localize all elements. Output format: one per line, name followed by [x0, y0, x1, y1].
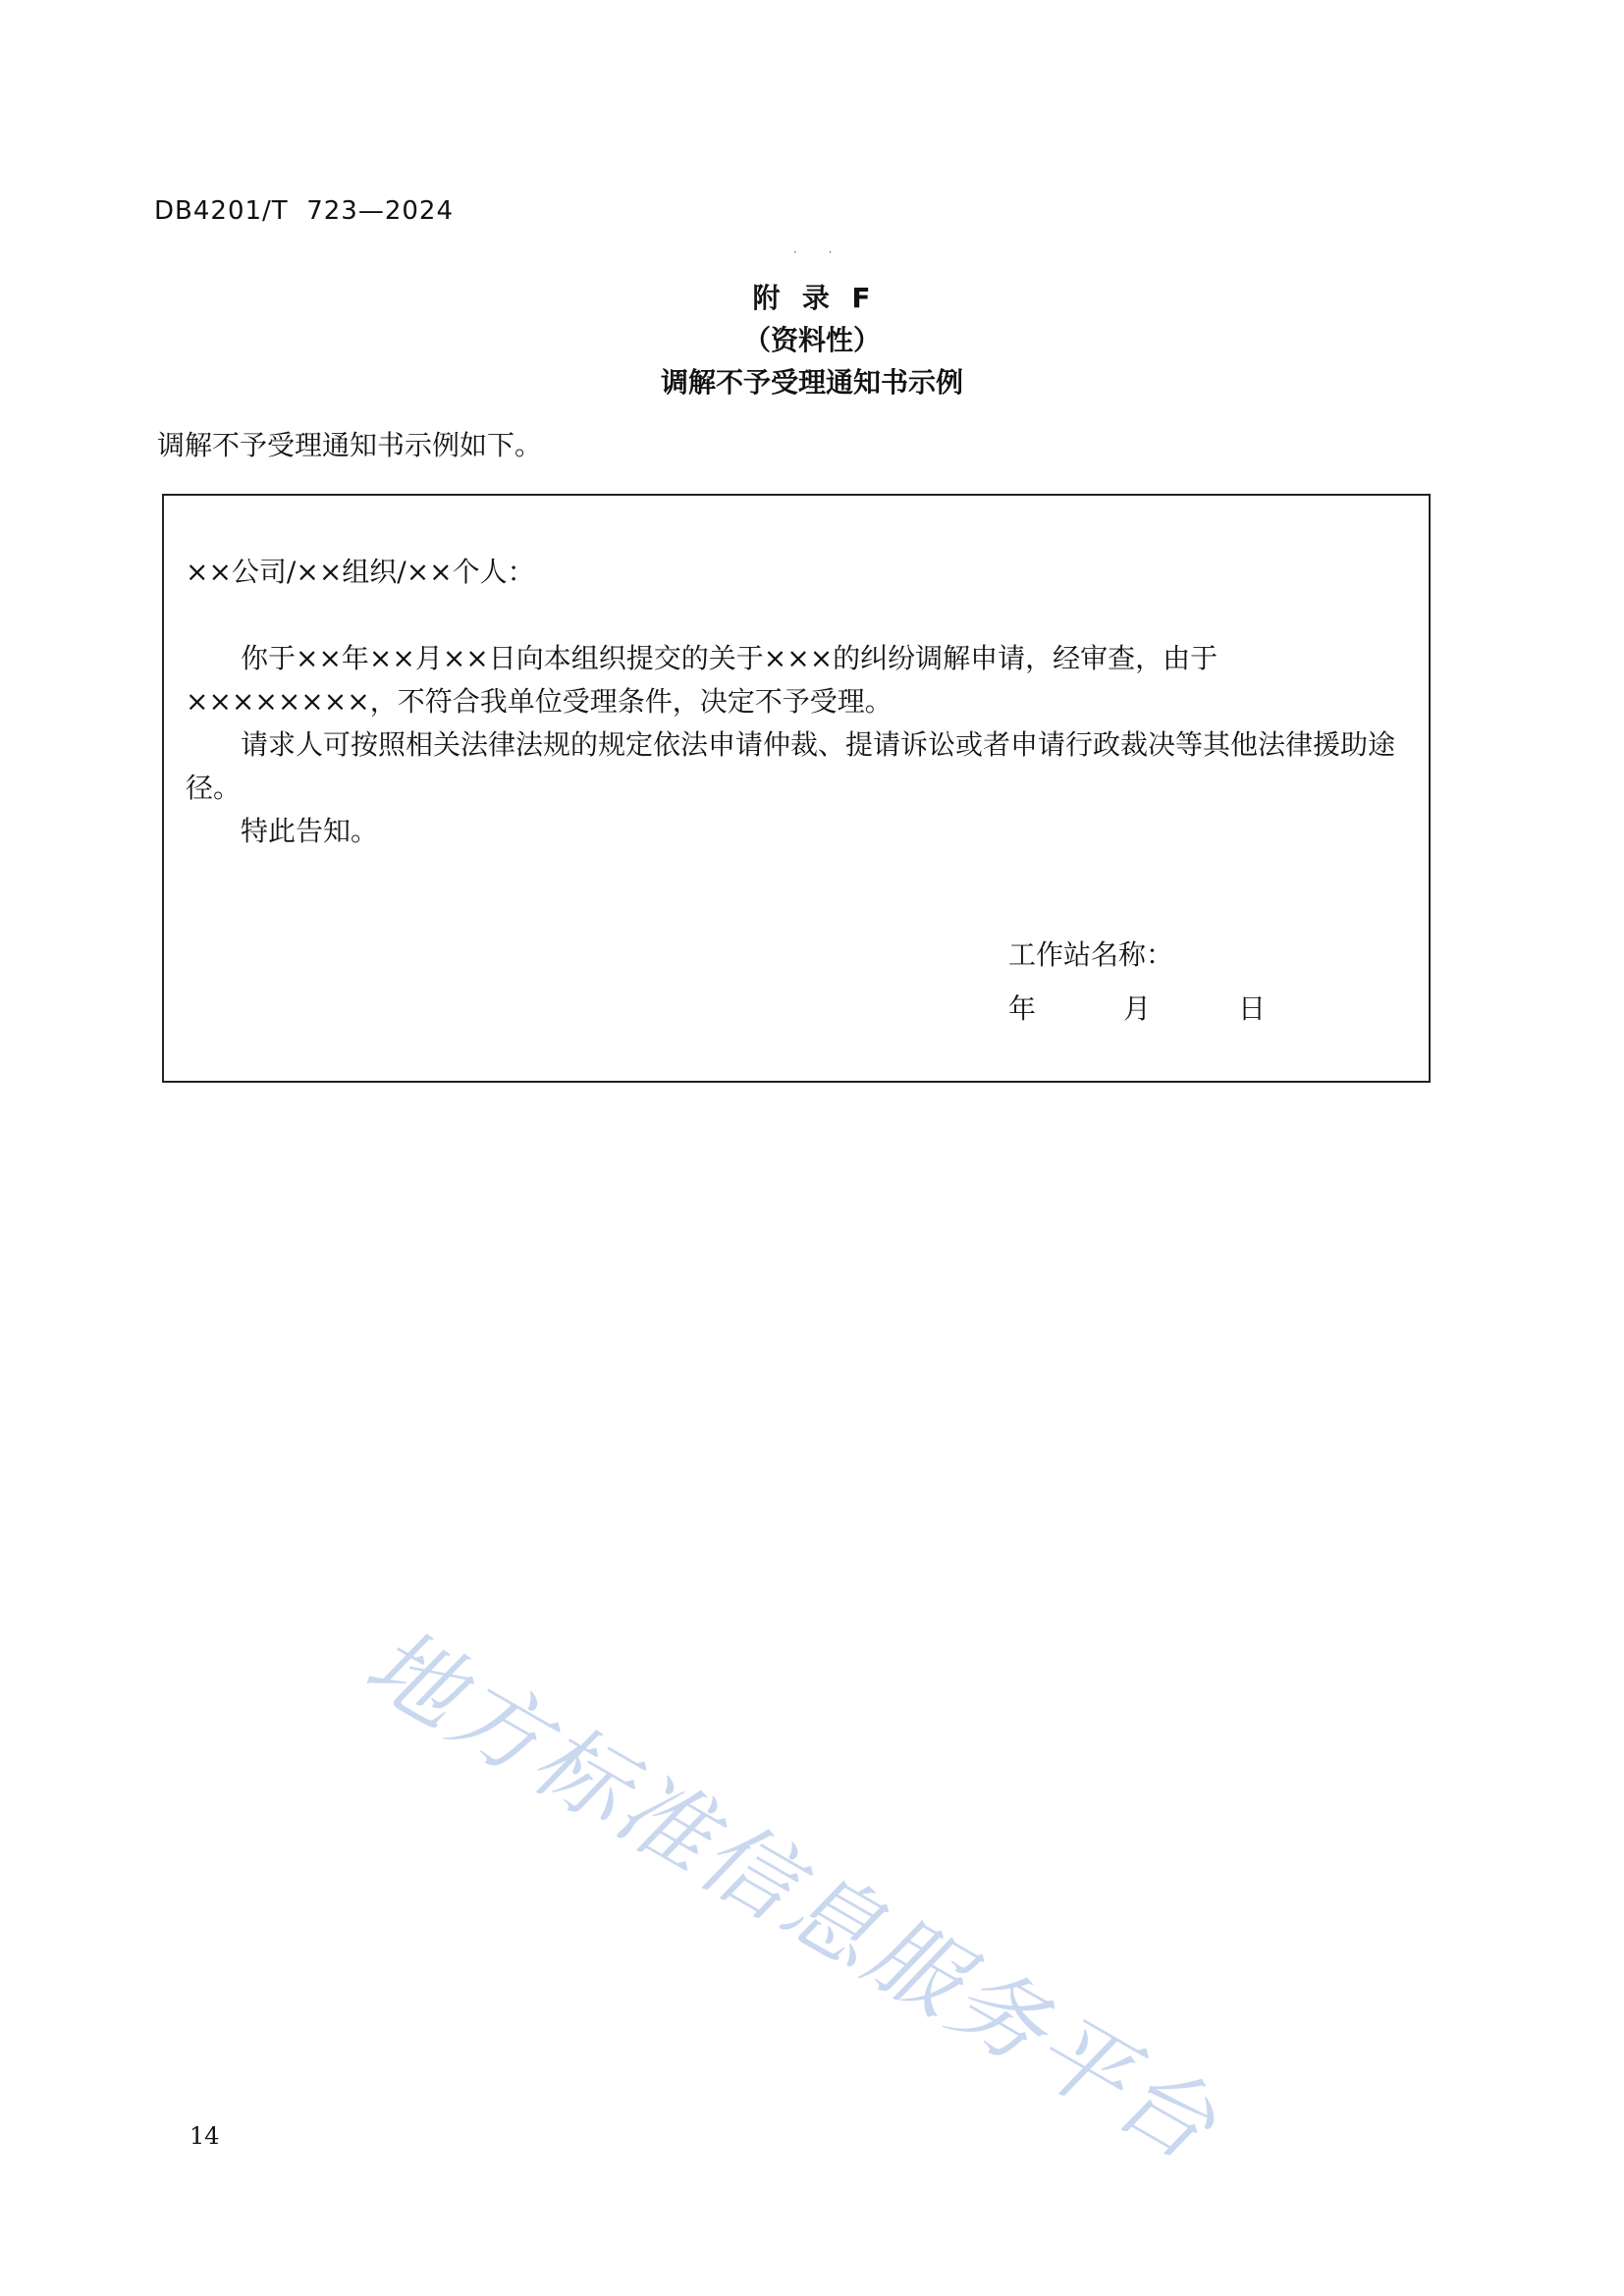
notice-box	[162, 494, 1431, 1083]
page-dots: · ·	[793, 245, 846, 259]
notice-body	[186, 551, 1409, 853]
intro-text: 调解不予受理通知书示例如下。	[157, 429, 543, 461]
notice-paragraph-2: 请求人可按照相关法律法规的规定依法申请仲裁、提请诉讼或者申请行政裁决等其他法律援助途径。	[186, 728, 1396, 804]
signature-area	[1008, 928, 1266, 1036]
notice-paragraph-1: 你于××年××月××日向本组织提交的关于×××的纠纷调解申请，经审查，由于××××××××，不符合我单位受理条件，决定不予受理。	[186, 642, 1218, 718]
document-code: DB4201/T 723—2024	[154, 196, 454, 226]
appendix-type: （资料性）	[742, 324, 881, 356]
page-number: 14	[189, 2122, 220, 2150]
date-line: 年 月 日	[1008, 992, 1267, 1025]
watermark: 地方标准信息服务平台	[348, 1609, 1235, 2183]
appendix-title: 附 录 F	[752, 282, 872, 314]
appendix-heading: 调解不予受理通知书示例	[660, 366, 963, 399]
station-name-label: 工作站名称：	[1008, 938, 1174, 971]
notice-paragraph-3: 特此告知。	[241, 815, 379, 847]
notice-addressee: ××公司/××组织/××个人：	[186, 556, 535, 588]
